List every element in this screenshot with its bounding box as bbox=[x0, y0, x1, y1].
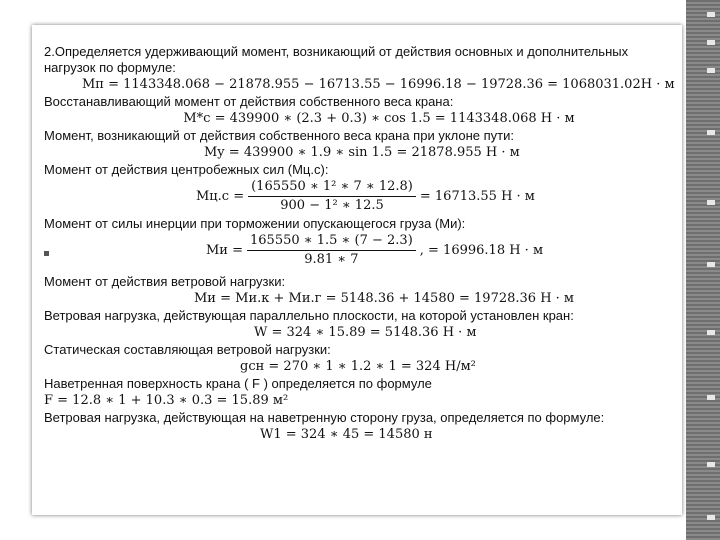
centrifugal-numerator: (165550 ∗ 1² ∗ 7 ∗ 12.8) bbox=[248, 179, 416, 197]
inertia-moment-label: Момент от силы инерции при торможении опускающегося груза (Mи): bbox=[44, 216, 466, 231]
formula-wind-parallel: W = 324 ∗ 15.89 = 5148.36 Н · м bbox=[254, 325, 477, 340]
edge-notch bbox=[707, 395, 715, 400]
bullet-marker bbox=[44, 251, 49, 256]
edge-notch bbox=[707, 462, 715, 467]
inertia-lhs: Mи = bbox=[206, 242, 244, 258]
inertia-result: , = 16996.18 Н · м bbox=[419, 242, 544, 258]
inertia-denominator: 9.81 ∗ 7 bbox=[304, 252, 359, 267]
heading-text: 2.Определяется удерживающий момент, возникающий от действия основных и дополнительных нагрузок по формуле: bbox=[44, 44, 629, 75]
formula-inertia-moment bbox=[44, 233, 674, 273]
edge-notch bbox=[707, 40, 715, 45]
centrifugal-result: = 16713.55 Н · м bbox=[419, 188, 535, 204]
edge-notch bbox=[707, 68, 715, 73]
document-page bbox=[32, 25, 682, 515]
formula-static-wind: gcн = 270 ∗ 1 ∗ 1.2 ∗ 1 = 324 Н/м² bbox=[240, 359, 476, 374]
centrifugal-fraction bbox=[248, 179, 416, 214]
centrifugal-denominator: 900 − 1² ∗ 12.5 bbox=[280, 198, 384, 213]
right-edge-strip bbox=[686, 0, 720, 540]
centrifugal-lhs: Mц.с = bbox=[196, 188, 245, 204]
surface-label: Наветренная поверхность крана ( F ) определяется по формуле bbox=[44, 376, 432, 391]
centrifugal-moment-label: Момент от действия центробежных сил (Mц.с): bbox=[44, 162, 329, 177]
edge-notch bbox=[707, 12, 715, 17]
formula-restoring-moment: M*c = 439900 ∗ (2.3 + 0.3) ∗ cos 1.5 = 1143348.068 Н · м bbox=[183, 111, 575, 126]
restoring-moment-label: Восстанавливающий момент от действия собственного веса крана: bbox=[44, 94, 454, 109]
wind-parallel-label: Ветровая нагрузка, действующая параллельно плоскости, на которой установлен кран: bbox=[44, 308, 574, 323]
formula-wind-load: W1 = 324 ∗ 45 = 14580 н bbox=[260, 427, 433, 442]
static-wind-label: Статическая составляющая ветровой нагрузки: bbox=[44, 342, 331, 357]
formula-wind-moment: Mи = Mи.к + Mи.г = 5148.36 + 14580 = 19728.36 Н · м bbox=[194, 291, 575, 306]
edge-notch bbox=[707, 130, 715, 135]
inertia-fraction bbox=[247, 233, 416, 268]
tilt-moment-label: Момент, возникающий от действия собственного веса крана при уклоне пути: bbox=[44, 128, 515, 143]
edge-notch bbox=[707, 330, 715, 335]
wind-moment-label: Момент от действия ветровой нагрузки: bbox=[44, 274, 286, 289]
wind-load-label: Ветровая нагрузка, действующая на наветренную сторону груза, определяется по формуле: bbox=[44, 410, 605, 425]
edge-notch bbox=[707, 200, 715, 205]
formula-centrifugal-moment bbox=[44, 179, 674, 214]
formula-surface: F = 12.8 ∗ 1 + 10.3 ∗ 0.3 = 15.89 м² bbox=[44, 393, 289, 408]
inertia-numerator: 165550 ∗ 1.5 ∗ (7 − 2.3) bbox=[247, 233, 416, 251]
formula-tilt-moment: My = 439900 ∗ 1.9 ∗ sin 1.5 = 21878.955 Н · м bbox=[204, 145, 520, 160]
formula-holding-moment: Mп = 1143348.068 − 21878.955 − 16713.55 − 16996.18 − 19728.36 = 1068031.02Н · м bbox=[82, 77, 675, 92]
edge-notch bbox=[707, 515, 715, 520]
document-content bbox=[44, 44, 674, 444]
edge-notch bbox=[707, 262, 715, 267]
